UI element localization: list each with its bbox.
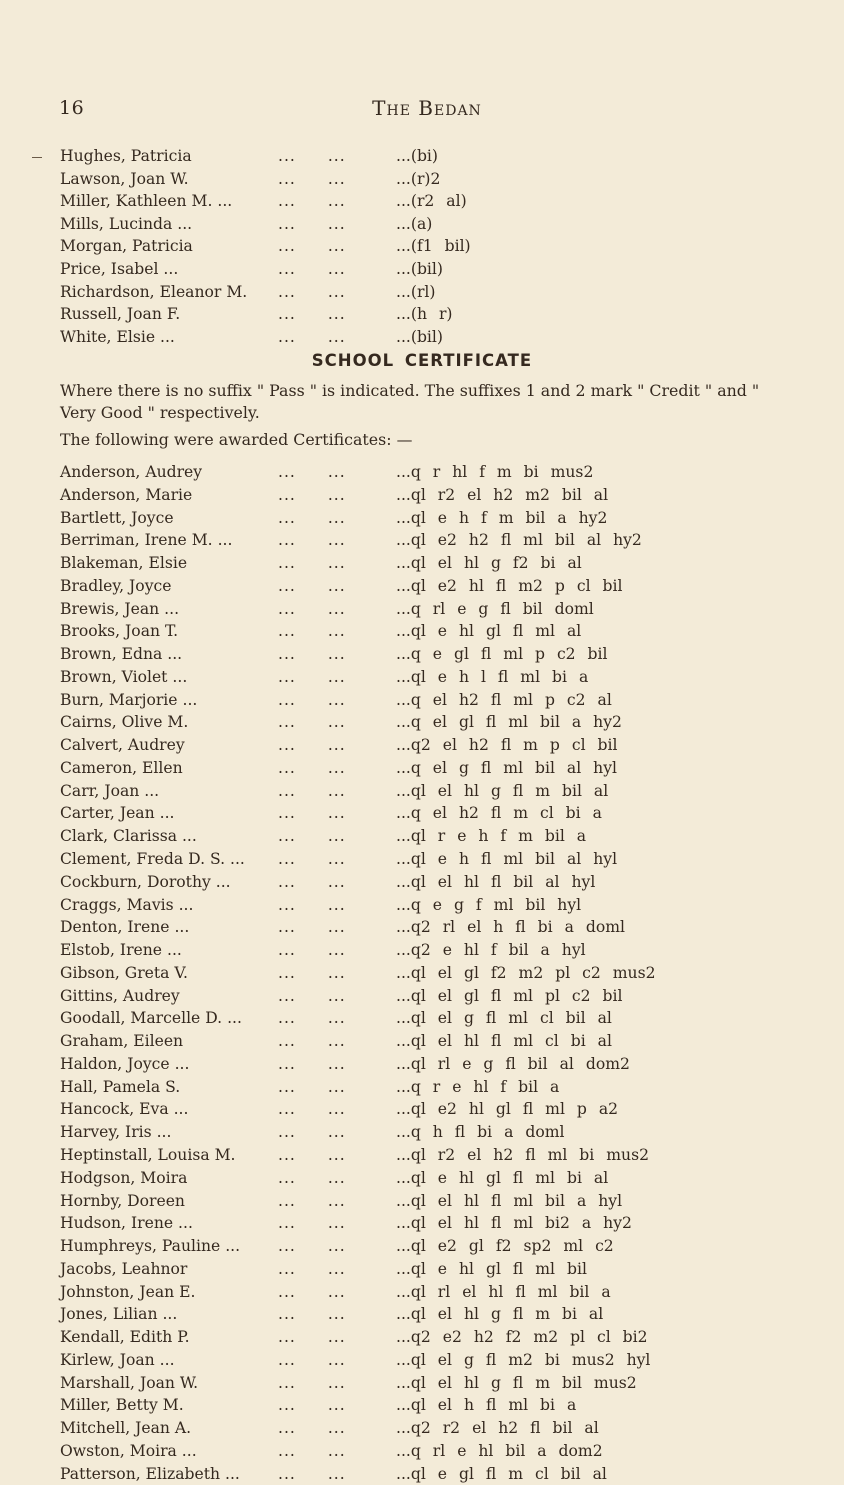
subject-results: ...ql r2 el h2 m2 bil al bbox=[396, 485, 609, 504]
leader-dots: ... ... bbox=[278, 508, 346, 527]
student-name: Hancock, Eva ... bbox=[60, 1100, 189, 1119]
subject-results: ...ql el h fl ml bi a bbox=[396, 1396, 577, 1415]
student-name: Haldon, Joyce ... bbox=[60, 1054, 190, 1073]
student-name: Price, Isabel ... bbox=[60, 259, 179, 278]
subject-results: ...ql el gl f2 m2 pl c2 mus2 bbox=[396, 963, 656, 982]
page-number: 16 bbox=[59, 97, 85, 119]
subject-results: ...ql e hl gl fl ml bil bbox=[396, 1259, 587, 1278]
leader-dots: ... ... bbox=[278, 1145, 346, 1164]
subject-results: ...(h r) bbox=[396, 305, 453, 324]
student-name: Brooks, Joan T. bbox=[60, 622, 179, 641]
leader-dots: ... ... bbox=[278, 1259, 346, 1278]
leader-dots: ... ... bbox=[278, 305, 346, 324]
leader-dots: ... ... bbox=[278, 463, 346, 481]
subject-results: ...q r hl f m bi mus2 bbox=[396, 463, 594, 481]
subject-results: ...q el h2 fl m cl bi a bbox=[396, 804, 602, 823]
student-name: Denton, Irene ... bbox=[60, 918, 190, 937]
student-name: Bradley, Joyce bbox=[60, 576, 172, 595]
subject-results: ...q r e hl f bil a bbox=[396, 1077, 560, 1096]
student-name: Hodgson, Moira bbox=[60, 1168, 188, 1187]
student-name: Mitchell, Jean A. bbox=[60, 1419, 192, 1438]
subject-results: ...ql rl el hl fl ml bil a bbox=[396, 1282, 611, 1301]
student-name: Richardson, Eleanor M. bbox=[60, 282, 248, 301]
student-name: Heptinstall, Louisa M. bbox=[60, 1145, 236, 1164]
subject-results: ...(bil) bbox=[396, 259, 443, 278]
subject-results: ...(a) bbox=[396, 214, 433, 233]
leader-dots: ... ... bbox=[278, 986, 346, 1005]
leader-dots: ... ... bbox=[278, 713, 346, 732]
subject-results: ...q rl e hl bil a dom2 bbox=[396, 1441, 603, 1460]
student-name: Clement, Freda D. S. ... bbox=[60, 850, 245, 869]
student-name: Hornby, Doreen bbox=[60, 1191, 185, 1210]
subject-results: ...q2 e hl f bil a hyl bbox=[396, 941, 586, 960]
subject-results: ...ql el hl fl ml bil a hyl bbox=[396, 1191, 623, 1210]
subject-results: ...(r)2 bbox=[396, 169, 441, 188]
student-name: Russell, Joan F. bbox=[60, 305, 181, 324]
leader-dots: ... ... bbox=[278, 169, 346, 188]
leader-dots: ... ... bbox=[278, 1191, 346, 1210]
subject-results: ...ql e2 hl gl fl ml p a2 bbox=[396, 1100, 619, 1119]
subject-results: ...ql e hl gl fl ml bi al bbox=[396, 1168, 609, 1187]
student-name: Brown, Violet ... bbox=[60, 667, 188, 686]
leader-dots: ... ... bbox=[278, 554, 346, 573]
subject-results: ...q e gl fl ml p c2 bil bbox=[396, 645, 608, 664]
student-name: Miller, Kathleen M. ... bbox=[60, 192, 233, 211]
student-name: Kendall, Edith P. bbox=[60, 1328, 190, 1347]
leader-dots: ... ... bbox=[278, 758, 346, 777]
student-name: Hudson, Irene ... bbox=[60, 1214, 193, 1233]
student-name: Goodall, Marcelle D. ... bbox=[60, 1009, 242, 1028]
leader-dots: ... ... bbox=[278, 690, 346, 709]
subject-results: ...ql e h l fl ml bi a bbox=[396, 667, 589, 686]
leader-dots: ... ... bbox=[278, 827, 346, 846]
student-name: Gibson, Greta V. bbox=[60, 963, 188, 982]
student-name: Owston, Moira ... bbox=[60, 1441, 197, 1460]
leader-dots: ... ... bbox=[278, 804, 346, 823]
leader-dots: ... ... bbox=[278, 1168, 346, 1187]
leader-dots: ... ... bbox=[278, 576, 346, 595]
leader-dots: ... ... bbox=[278, 895, 346, 914]
subject-results: ...ql el hl g fl m bil mus2 bbox=[396, 1373, 637, 1392]
leader-dots: ... ... bbox=[278, 259, 346, 278]
leader-dots: ... ... bbox=[278, 1100, 346, 1119]
subject-results: ...(f1 bil) bbox=[396, 237, 471, 256]
subject-results: ...q2 rl el h fl bi a doml bbox=[396, 918, 625, 937]
margin-mark bbox=[32, 157, 42, 158]
leader-dots: ... ... bbox=[278, 1009, 346, 1028]
student-name: Carter, Jean ... bbox=[60, 804, 175, 823]
leader-dots: ... ... bbox=[278, 1373, 346, 1392]
subject-results: ...ql el hl fl ml bi2 a hy2 bbox=[396, 1214, 632, 1233]
subject-results: ...ql el hl g fl m bil al bbox=[396, 781, 609, 800]
subject-results: ...q2 r2 el h2 fl bil al bbox=[396, 1419, 599, 1438]
student-name: Hall, Pamela S. bbox=[60, 1077, 181, 1096]
leader-dots: ... ... bbox=[278, 667, 346, 686]
student-name: Marshall, Joan W. bbox=[60, 1373, 199, 1392]
student-name: Hughes, Patricia bbox=[60, 147, 192, 165]
subject-results: ...q2 e2 h2 f2 m2 pl cl bi2 bbox=[396, 1328, 648, 1347]
leader-dots: ... ... bbox=[278, 1282, 346, 1301]
leader-dots: ... ... bbox=[278, 1123, 346, 1142]
student-name: Kirlew, Joan ... bbox=[60, 1350, 175, 1369]
leader-dots: ... ... bbox=[278, 1032, 346, 1051]
subject-results: ...ql el hl fl ml cl bi al bbox=[396, 1032, 612, 1051]
student-name: Patterson, Elizabeth ... bbox=[60, 1464, 240, 1483]
subject-results: ...ql e2 hl fl m2 p cl bil bbox=[396, 576, 623, 595]
leader-dots: ... ... bbox=[278, 282, 346, 301]
student-name: Jones, Lilian ... bbox=[60, 1305, 178, 1324]
leader-dots: ... ... bbox=[278, 1328, 346, 1347]
student-name: Jacobs, Leahnor bbox=[60, 1259, 188, 1278]
subject-results: ...ql rl e g fl bil al dom2 bbox=[396, 1054, 630, 1073]
subject-results: ...ql e h fl ml bil al hyl bbox=[396, 850, 618, 869]
leader-dots: ... ... bbox=[278, 1441, 346, 1460]
subject-results: ...(r2 al) bbox=[396, 192, 467, 211]
leader-dots: ... ... bbox=[278, 1214, 346, 1233]
leader-dots: ... ... bbox=[278, 192, 346, 211]
leader-dots: ... ... bbox=[278, 918, 346, 937]
leader-dots: ... ... bbox=[278, 531, 346, 550]
student-name: Carr, Joan ... bbox=[60, 781, 160, 800]
student-name: Anderson, Marie bbox=[60, 485, 193, 504]
student-name: Calvert, Audrey bbox=[60, 736, 185, 755]
student-name: Lawson, Joan W. bbox=[60, 169, 189, 188]
subject-results: ...(bi) bbox=[396, 147, 439, 165]
leader-dots: ... ... bbox=[278, 1237, 346, 1256]
subject-results: ...(rl) bbox=[396, 282, 436, 301]
leader-dots: ... ... bbox=[278, 872, 346, 891]
leader-dots: ... ... bbox=[278, 736, 346, 755]
student-name: Cairns, Olive M. bbox=[60, 713, 189, 732]
student-name: Johnston, Jean E. bbox=[60, 1282, 196, 1301]
student-name: Brewis, Jean ... bbox=[60, 599, 180, 618]
intro-line: The following were awarded Certificates: — bbox=[60, 430, 413, 449]
subject-results: ...ql r e h f m bil a bbox=[396, 827, 587, 846]
running-title: The Bedan bbox=[372, 96, 482, 120]
subject-results: ...ql e2 h2 fl ml bil al hy2 bbox=[396, 531, 642, 550]
subject-results: ...q el gl fl ml bil a hy2 bbox=[396, 713, 622, 732]
student-name: Miller, Betty M. bbox=[60, 1396, 184, 1415]
leader-dots: ... ... bbox=[278, 1419, 346, 1438]
leader-dots: ... ... bbox=[278, 1396, 346, 1415]
leader-dots: ... ... bbox=[278, 622, 346, 641]
student-name: Elstob, Irene ... bbox=[60, 941, 182, 960]
student-name: Humphreys, Pauline ... bbox=[60, 1237, 241, 1256]
subject-results: ...q el h2 fl ml p c2 al bbox=[396, 690, 612, 709]
student-name: Cockburn, Dorothy ... bbox=[60, 872, 231, 891]
subject-results: ...ql e2 gl f2 sp2 ml c2 bbox=[396, 1237, 614, 1256]
subject-results: ...ql el g fl m2 bi mus2 hyl bbox=[396, 1350, 651, 1369]
student-name: Craggs, Mavis ... bbox=[60, 895, 194, 914]
leader-dots: ... ... bbox=[278, 214, 346, 233]
student-name: Cameron, Ellen bbox=[60, 758, 183, 777]
student-name: White, Elsie ... bbox=[60, 327, 175, 346]
student-name: Graham, Eileen bbox=[60, 1032, 184, 1051]
student-name: Clark, Clarissa ... bbox=[60, 827, 197, 846]
subject-results: ...ql r2 el h2 fl ml bi mus2 bbox=[396, 1145, 649, 1164]
student-name: Brown, Edna ... bbox=[60, 645, 183, 664]
subject-results: ...q rl e g fl bil doml bbox=[396, 599, 594, 618]
subject-results: ...ql el gl fl ml pl c2 bil bbox=[396, 986, 623, 1005]
leader-dots: ... ... bbox=[278, 147, 346, 165]
leader-dots: ... ... bbox=[278, 1350, 346, 1369]
subject-results: ...ql el hl g fl m bi al bbox=[396, 1305, 604, 1324]
subject-results: ...ql e h f m bil a hy2 bbox=[396, 508, 608, 527]
leader-dots: ... ... bbox=[278, 1054, 346, 1073]
student-name: Gittins, Audrey bbox=[60, 986, 180, 1005]
subject-results: ...ql el g fl ml cl bil al bbox=[396, 1009, 612, 1028]
leader-dots: ... ... bbox=[278, 599, 346, 618]
subject-results: ...q2 el h2 fl m p cl bil bbox=[396, 736, 618, 755]
leader-dots: ... ... bbox=[278, 485, 346, 504]
student-name: Harvey, Iris ... bbox=[60, 1123, 172, 1142]
leader-dots: ... ... bbox=[278, 1464, 346, 1483]
student-name: Morgan, Patricia bbox=[60, 237, 193, 256]
student-name: Bartlett, Joyce bbox=[60, 508, 174, 527]
student-name: Blakeman, Elsie bbox=[60, 554, 188, 573]
student-name: Anderson, Audrey bbox=[60, 463, 203, 481]
leader-dots: ... ... bbox=[278, 963, 346, 982]
subject-results: ...ql el hl g f2 bi al bbox=[396, 554, 582, 573]
leader-dots: ... ... bbox=[278, 645, 346, 664]
student-name: Burn, Marjorie ... bbox=[60, 690, 198, 709]
student-name: Berriman, Irene M. ... bbox=[60, 531, 233, 550]
subject-results: ...ql el hl fl bil al hyl bbox=[396, 872, 596, 891]
leader-dots: ... ... bbox=[278, 941, 346, 960]
subject-results: ...(bil) bbox=[396, 327, 443, 346]
subject-results: ...q e g f ml bil hyl bbox=[396, 895, 582, 914]
leader-dots: ... ... bbox=[278, 1305, 346, 1324]
leader-dots: ... ... bbox=[278, 850, 346, 869]
section-heading: SCHOOL CERTIFICATE bbox=[311, 351, 533, 370]
leader-dots: ... ... bbox=[278, 237, 346, 256]
subject-results: ...q h fl bi a doml bbox=[396, 1123, 565, 1142]
student-name: Mills, Lucinda ... bbox=[60, 214, 193, 233]
leader-dots: ... ... bbox=[278, 327, 346, 346]
leader-dots: ... ... bbox=[278, 1077, 346, 1096]
leader-dots: ... ... bbox=[278, 781, 346, 800]
subject-results: ...ql e hl gl fl ml al bbox=[396, 622, 582, 641]
subject-results: ...q el g fl ml bil al hyl bbox=[396, 758, 618, 777]
subject-results: ...ql e gl fl m cl bil al bbox=[396, 1464, 607, 1483]
suffix-note: Where there is no suffix " Pass " is indicated. The suffixes 1 and 2 mark " Credit " and " Very Good " respectively. bbox=[60, 381, 760, 422]
